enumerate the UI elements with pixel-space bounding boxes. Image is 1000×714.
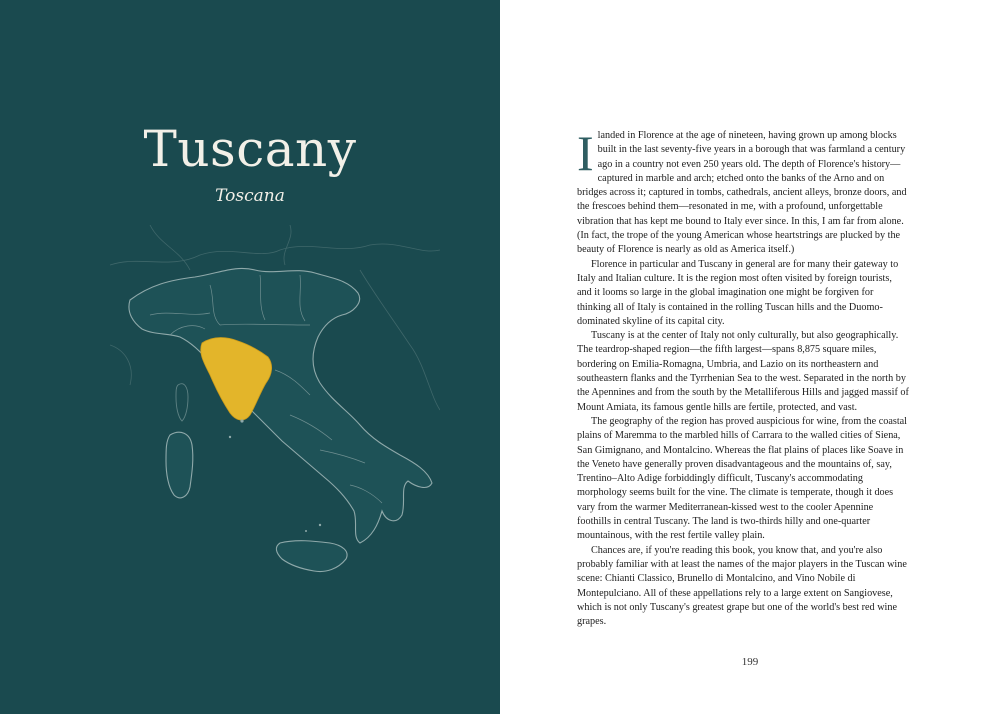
paragraph-5: Chances are, if you're reading this book, you know that, and you're also probably familiar with at least the names of the major players in the Tuscan wine scene: Chianti Classico, Brunello di Montalcino, and Vino Nobile di Montepulciano. All of these appellations rely to a large extent on Sangiovese, which is not only Tuscany's greatest grape but one of the world's best red wine grapes. [577,544,907,628]
corsica-island [176,384,188,421]
paragraph-4: The geography of the region has proved auspicious for wine, from the coastal plains of Maremma to the marbled hills of Carrara to the walled cities of Siena, San Gimignano, and Montalcino. Whereas the flat plains of places like Soave in the Veneto have generally proven disadvantageous and the mountains of, say, Trentino–Alto Adige forbiddingly difficult, Tuscany's accommodating morphology seems built for the vine. The climate is temperate, though it does vary from the warmer Mediterranean-kissed west to the cooler Apennine foothills in central Tuscany. The land is two-thirds hilly and one-quarter mountainous, with the rest fertile valley plain. [577,415,907,542]
sicily-island [276,541,347,572]
italy-mainland [129,268,432,543]
page-title: Tuscany [143,120,357,178]
paragraph-1-text: landed in Florence at the age of nineteen, having grown up among blocks built in the last seventy-five years in a borough that was farmland a century ago in a country not even 250 years old. The depth of Florence's history—captured in marble and arch; etched onto the banks of the Arno and on bridges across it; captured in tombs, cathedrals, ancient alleys, bronze doors, and the frescoes behind them—resonated in me, with a profound, unforgettable vibration that has kept me bound to Italy ever since. In this, I am far from alone. (In fact, the trope of the young American whose heartstrings are plucked by the beauty of Florence is nearly as old as America itself.) [577,130,907,256]
paragraph-1 [577,125,909,258]
italy-map [110,225,440,595]
page-subtitle: Toscana [215,186,285,206]
sardinia-island [166,432,193,498]
paragraph-2: Florence in particular and Tuscany in general are for many their gateway to Italy and Italian culture. It is the region most often visited by foreign tourists, and it looms so large in the global imagination one might be forgiven for thinking all of Italy is contained in the rolling Tuscan hills and the Duomo-dominated skyline of its capital city. [577,258,899,327]
paragraph-3: Tuscany is at the center of Italy not only culturally, but also geographically. The teardrop-shaped region—the fifth largest—spans 8,875 square miles, bordering on Emilia-Romagna, Umbria, and Lazio on its northeastern and southeastern flanks and the Tyrrhenian Sea to the west. Separated in the north by the Apennines and from the south by the Metalliferous Hills and jagged massif of Mount Amiata, its famous gentle hills are fertile, protected, and vast. [577,330,909,413]
drop-cap: I [577,125,594,181]
page-number: 199 [741,656,759,668]
right-page [500,0,1000,714]
body-text [577,125,909,629]
